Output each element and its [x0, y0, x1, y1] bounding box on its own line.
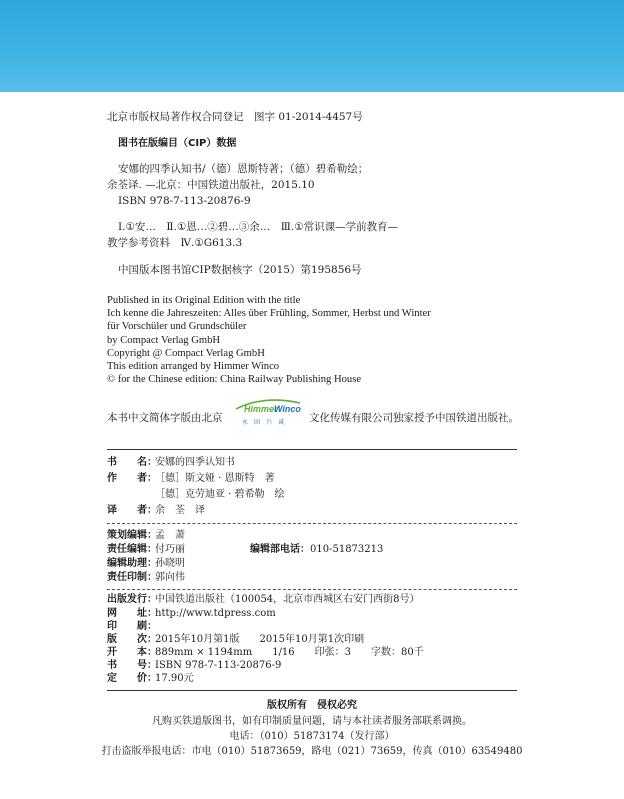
isbn: ISBN 978-7-113-20876-9 — [155, 660, 282, 671]
field-label: 开 本： — [107, 647, 157, 658]
website: http://www.tdpress.com — [155, 608, 276, 619]
price-row — [107, 672, 194, 685]
cip-line: Ⅰ.①安… Ⅱ.①恩…②碧…③余… Ⅲ.①常识课—学前教育— — [118, 221, 399, 233]
author-name: ［德］斯文娅 · 恩斯特 著 — [155, 473, 275, 484]
book-title-row — [107, 456, 235, 469]
logo-word-himmer: Himmer — [244, 404, 278, 414]
original-edition-line: This edition arranged by Himmer Winco — [107, 361, 280, 372]
field-label: 版 次： — [107, 634, 157, 645]
cip-isbn: ISBN 978-7-113-20876-9 — [118, 195, 251, 207]
translator-row — [107, 504, 205, 517]
planning-editor: 孟 萧 — [155, 530, 185, 541]
field-label: 责任印制： — [107, 572, 157, 583]
issuer-row — [107, 593, 420, 606]
planning-editor-row — [107, 529, 185, 542]
field-label: 策划编辑： — [107, 530, 157, 541]
quality-notice: 凡购买铁道版图书，如有印制质量问题，请与本社读者服务部联系调换。 — [152, 716, 472, 727]
printer-row — [107, 620, 155, 633]
cip-heading: 图书在版编目（CIP）数据 — [118, 138, 237, 149]
responsible-editor-row — [107, 543, 185, 556]
cip-line: 教学参考资料 Ⅳ.①G613.3 — [107, 237, 243, 249]
edition: 2015年10月第1版 2015年10月第1次印刷 — [155, 634, 365, 645]
field-label: 编辑助理： — [107, 558, 157, 569]
license-text-end: 文化传媒有限公司独家授予中国铁道出版社。 — [309, 412, 519, 424]
responsible-editor: 付巧丽 — [155, 544, 185, 555]
format-row — [107, 646, 424, 659]
field-label: 译 者： — [107, 505, 157, 516]
original-edition-line: Published in its Original Edition with the title — [107, 295, 301, 306]
format: 889mm × 1194mm 1/16 印张：3 字数：80千 — [155, 647, 424, 658]
top-color-band — [0, 0, 624, 92]
piracy-report: 打击盗版举报电话：市电（010）51873659，路电（021）73659，传真（010）63549480 — [101, 746, 523, 757]
original-edition-line: by Compact Verlag GmbH — [107, 335, 221, 346]
assistant-editor-row — [107, 557, 185, 570]
himmer-winco-logo — [234, 397, 306, 429]
original-edition-line: für Vorschüler und Grundschüler — [107, 321, 247, 332]
field-label: 印 刷： — [107, 621, 157, 632]
cip-line: 安娜的四季认知书/（德）恩斯特著；（德）碧希勒绘； — [118, 163, 369, 175]
divider — [107, 523, 517, 524]
himmer-winco-logo-icon — [234, 397, 306, 429]
service-phone: 电话：（010）51873174（发行部） — [229, 731, 395, 742]
field-label: 书 号： — [107, 660, 157, 671]
website-row — [107, 607, 276, 620]
translator-name: 余 荃 译 — [155, 505, 205, 516]
book-title: 安娜的四季认知书 — [155, 457, 235, 468]
logo-word-winco: Winco — [274, 404, 301, 414]
cip-number: 中国版本图书馆CIP数据核字（2015）第195856号 — [118, 264, 362, 276]
issuer: 中国铁道出版社（100054，北京市西城区右安门西街8号） — [155, 594, 420, 605]
field-label: 编辑部电话： — [250, 544, 310, 555]
price: 17.90元 — [155, 673, 194, 684]
print-manager-row — [107, 571, 185, 584]
field-label: 出版发行： — [107, 594, 157, 605]
field-label: 书 名： — [107, 457, 157, 468]
field-label: 责任编辑： — [107, 544, 157, 555]
field-label: 作 者： — [107, 473, 157, 484]
editorial-phone: 010-51873213 — [310, 544, 384, 555]
rights-reserved: 版权所有 侵权必究 — [267, 700, 357, 711]
divider — [107, 690, 517, 691]
original-edition-line: © for the Chinese edition: China Railway Publishing House — [107, 374, 362, 385]
logo-chinese: 永 固 兴 诚 — [242, 419, 285, 426]
illustrator-name: ［德］克劳迪亚 · 碧希勒 绘 — [155, 489, 285, 500]
author-row — [107, 472, 275, 485]
field-label: 网 址： — [107, 608, 157, 619]
cip-line: 余荃译. —北京：中国铁道出版社，2015.10 — [107, 179, 315, 191]
illustrator-row — [107, 488, 285, 501]
license-text-start: 本书中文简体字版由北京 — [107, 412, 223, 424]
print-manager: 郭向伟 — [155, 572, 185, 583]
original-edition-line: Copyright @ Compact Verlag GmbH — [107, 348, 265, 359]
editorial-phone-row — [250, 543, 383, 556]
divider — [107, 589, 517, 590]
assistant-editor: 孙晓明 — [155, 558, 185, 569]
original-edition-line: Ich kenne die Jahreszeiten: Alles über Frühling, Sommer, Herbst und Winter — [107, 308, 431, 319]
isbn-row — [107, 659, 281, 672]
edition-row — [107, 633, 364, 646]
copyright-registration: 北京市版权局著作权合同登记 图字 01-2014-4457号 — [107, 111, 363, 123]
field-label: 定 价： — [107, 673, 157, 684]
divider — [107, 449, 517, 450]
